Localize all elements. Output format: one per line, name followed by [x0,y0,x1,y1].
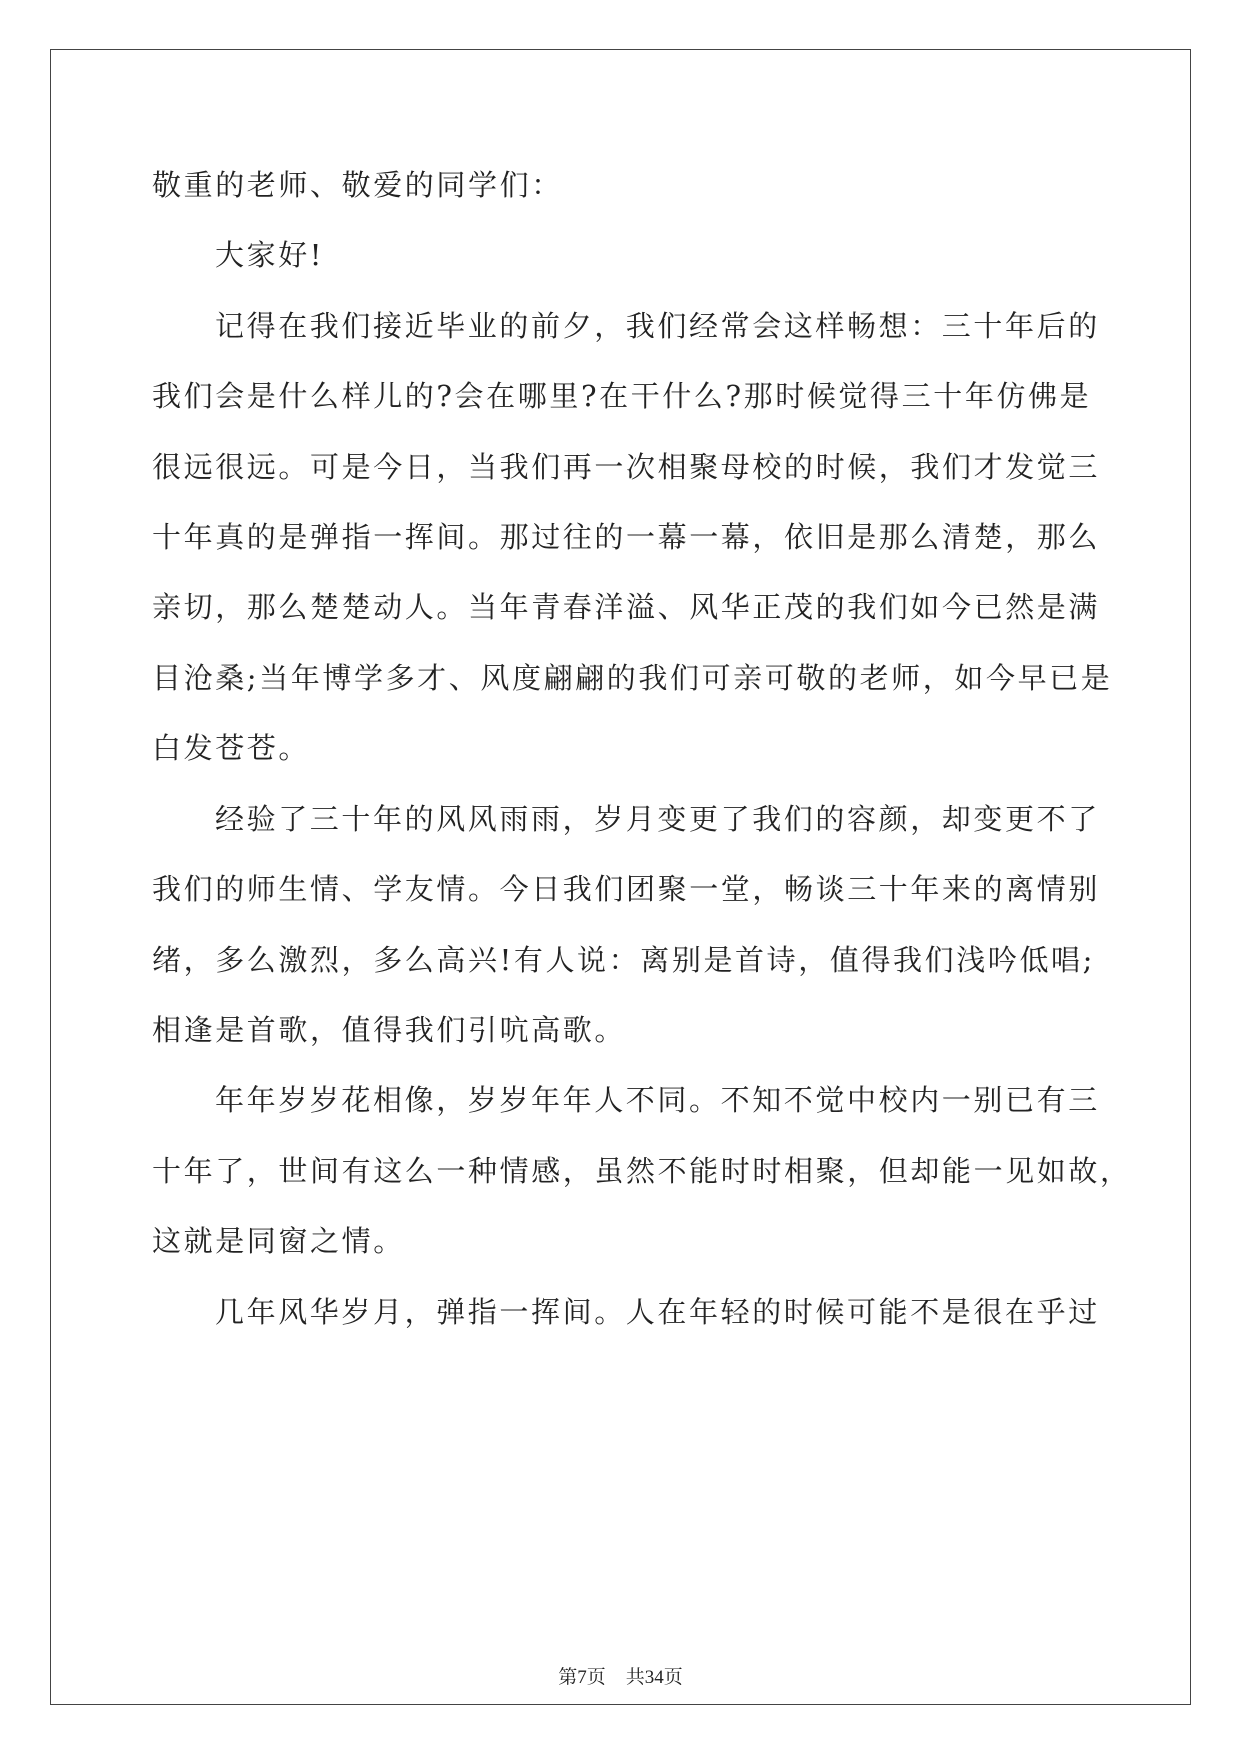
text-line: 这就是同窗之情。 [152,1224,405,1258]
text-line: 绪，多么激烈，多么高兴!有人说：离别是首诗，值得我们浅吟低唱; [152,943,1096,977]
text-line: 几年风华岁月，弹指一挥间。人在年轻的时候可能不是很在乎过 [215,1295,1100,1329]
text-line: 白发苍苍。 [152,731,311,765]
page-footer [0,1662,1241,1689]
page-number: 第7页 [558,1667,606,1688]
page-total: 共34页 [625,1667,683,1688]
text-line: 亲切，那么楚楚动人。当年青春洋溢、风华正茂的我们如今已然是满 [152,590,1101,624]
text-line: 很远很远。可是今日，当我们再一次相聚母校的时候，我们才发觉三 [152,450,1101,484]
text-line: 十年了，世间有这么一种情感，虽然不能时时相聚，但却能一见如故， [152,1154,1132,1188]
text-line: 目沧桑;当年博学多才、风度翩翩的我们可亲可敬的老师，如今早已是 [152,661,1113,695]
text-line: 十年真的是弹指一挥间。那过往的一幕一幕，依旧是那么清楚，那么 [152,520,1101,554]
salutation-line: 敬重的老师、敬爱的同学们： [152,168,563,202]
text-line: 年年岁岁花相像，岁岁年年人不同。不知不觉中校内一别已有三 [215,1083,1100,1117]
text-line: 经验了三十年的风风雨雨，岁月变更了我们的容颜，却变更不了 [215,802,1100,836]
greeting-line: 大家好! [215,238,325,272]
text-line: 我们的师生情、学友情。今日我们团聚一堂，畅谈三十年来的离情别 [152,872,1101,906]
text-line: 记得在我们接近毕业的前夕，我们经常会这样畅想：三十年后的 [215,309,1100,343]
text-line: 相逢是首歌，值得我们引吭高歌。 [152,1013,627,1047]
text-line: 我们会是什么样儿的?会在哪里?在干什么?那时候觉得三十年仿佛是 [152,379,1092,413]
